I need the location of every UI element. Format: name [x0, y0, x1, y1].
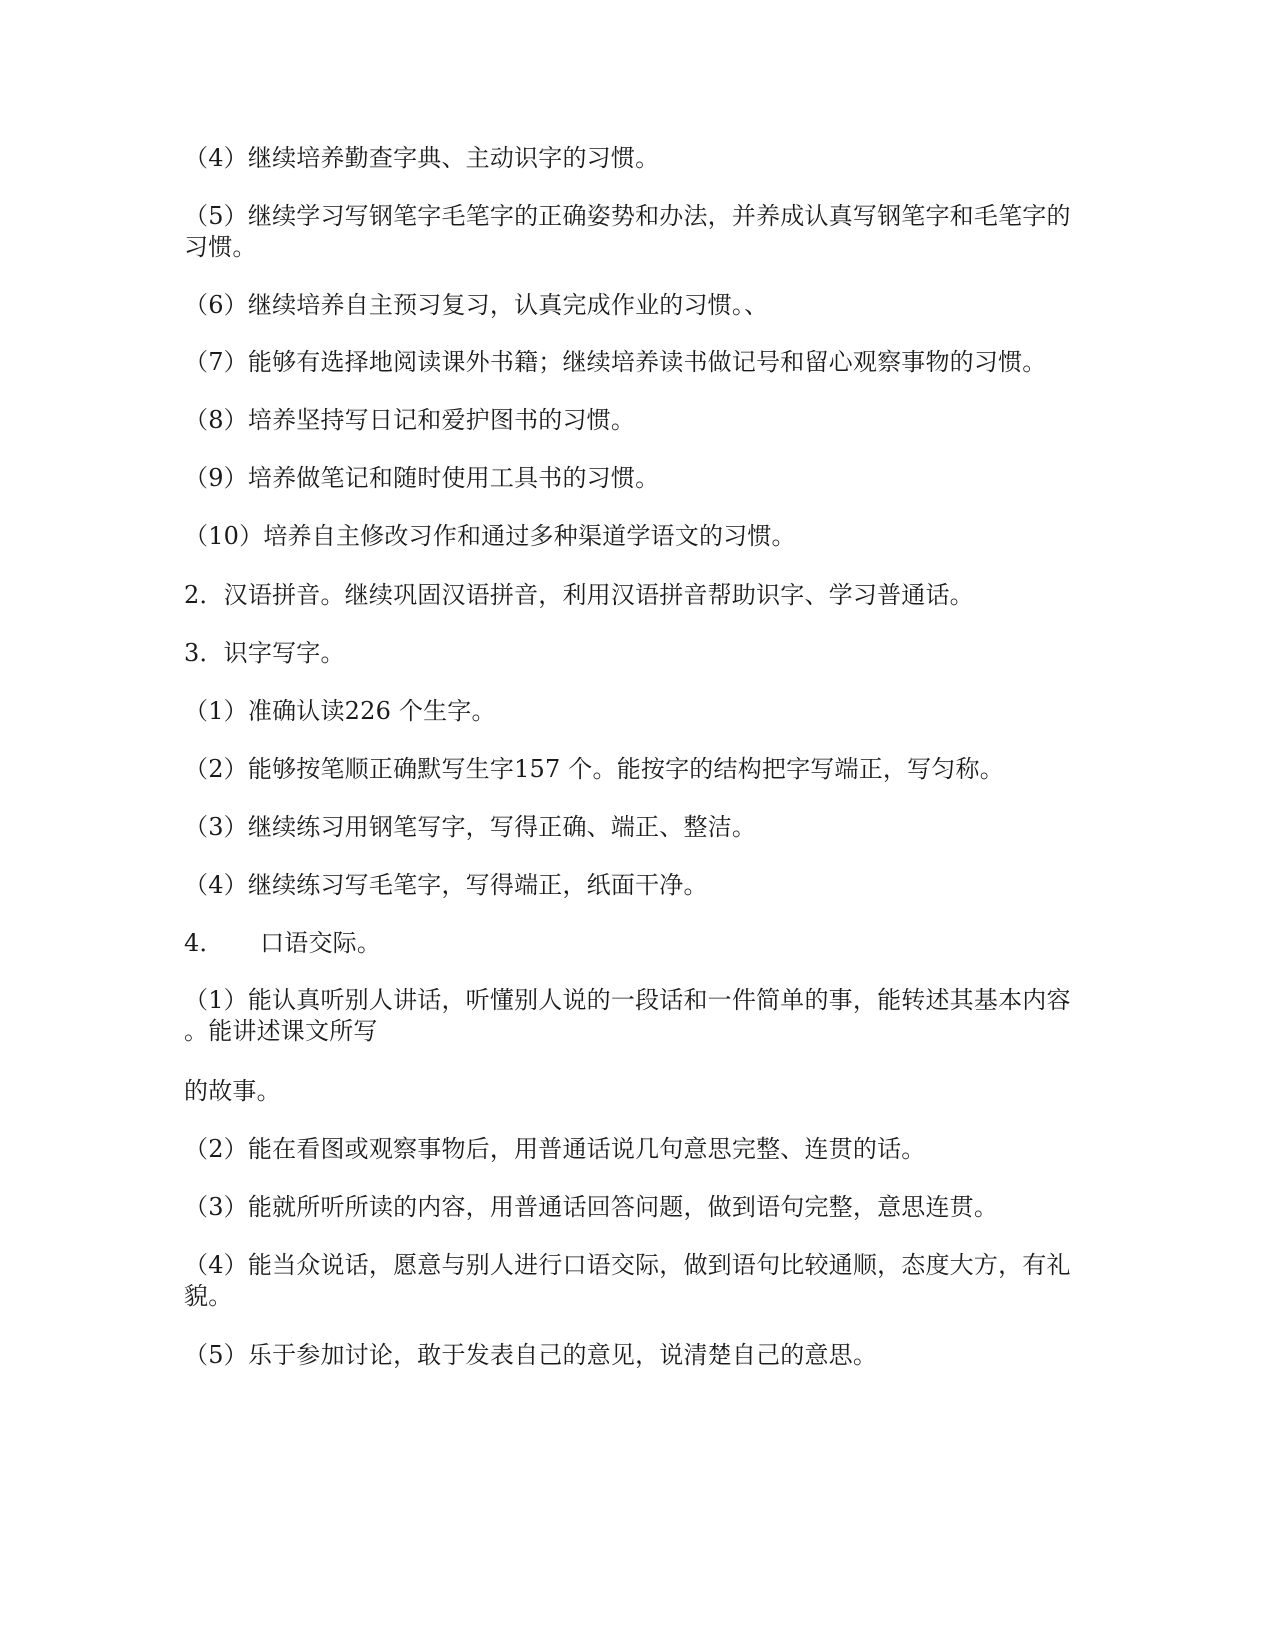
text-line: （5）继续学习写钢笔字毛笔字的正确姿势和办法，并养成认真写钢笔字和毛笔字的 [184, 202, 1071, 230]
text-line: 4． 口语交际。 [184, 929, 382, 957]
text-line: （4）能当众说话，愿意与别人进行口语交际，做到语句比较通顺，态度大方，有礼 [184, 1251, 1071, 1279]
text-line: （1）准确认读226 个生字。 [184, 697, 496, 725]
text-line: 习惯。 [184, 233, 257, 261]
text-line: （3）继续练习用钢笔写字，写得正确、端正、整洁。 [184, 813, 757, 841]
text-line: 2．汉语拼音。继续巩固汉语拼音，利用汉语拼音帮助识字、学习普通话。 [184, 581, 974, 609]
text-line: （7）能够有选择地阅读课外书籍；继续培养读书做记号和留心观察事物的习惯。 [184, 348, 1047, 376]
text-line: （1）能认真听别人讲话，听懂别人说的一段话和一件简单的事，能转述其基本内容 [184, 986, 1071, 1014]
text-line: 貌。 [184, 1282, 233, 1310]
text-line: （9）培养做笔记和随时使用工具书的习惯。 [184, 464, 660, 492]
text-line: （2）能在看图或观察事物后，用普通话说几句意思完整、连贯的话。 [184, 1135, 926, 1163]
text-line: （4）继续培养勤查字典、主动识字的习惯。 [184, 144, 660, 172]
text-line: （2）能够按笔顺正确默写生字157 个。能按字的结构把字写端正，写匀称。 [184, 755, 1004, 783]
text-line: （5）乐于参加讨论，敢于发表自己的意见，说清楚自己的意思。 [184, 1341, 878, 1369]
text-line: 。能讲述课文所写 [184, 1017, 378, 1045]
text-line: （10）培养自主修改习作和通过多种渠道学语文的习惯。 [184, 522, 796, 550]
text-line: 的故事。 [184, 1077, 281, 1105]
text-line: （3）能就所听所读的内容，用普通话回答问题，做到语句完整，意思连贯。 [184, 1193, 999, 1221]
text-line: （4）继续练习写毛笔字，写得端正，纸面干净。 [184, 871, 708, 899]
text-line: （8）培养坚持写日记和爱护图书的习惯。 [184, 406, 636, 434]
text-line: 3．识字写字。 [184, 639, 345, 667]
text-line: （6）继续培养自主预习复习，认真完成作业的习惯。、 [184, 291, 769, 319]
